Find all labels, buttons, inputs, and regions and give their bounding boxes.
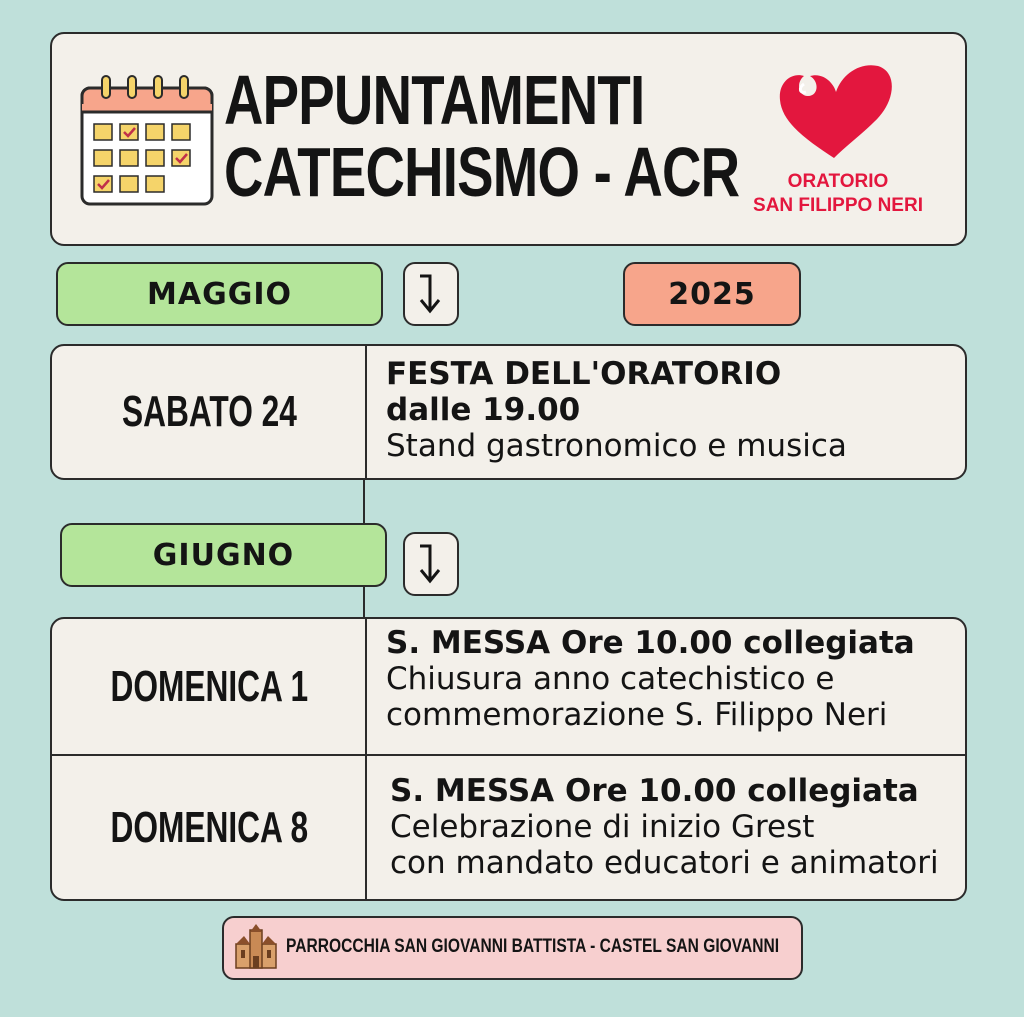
event-description-line-2: con mandato educatori e animatori [390,845,939,881]
event-title: FESTA DELL'ORATORIO [386,356,782,392]
arrow-down-right-icon [416,272,446,316]
title-line-2: CATECHISMO - ACR [224,133,740,211]
footer-text: PARROCCHIA SAN GIOVANNI BATTISTA - CASTEL SAN GIOVANNI [286,936,780,957]
logo-line-2: SAN FILIPPO NERI [753,195,923,216]
event-title: S. MESSA Ore 10.00 collegiata [386,625,915,661]
heart-logo-icon [774,62,898,162]
event-details [386,625,915,733]
event-description-line-1: Celebrazione di inizio Grest [390,809,815,845]
event-details [390,773,939,881]
event-time: dalle 19.00 [386,392,581,428]
month-pill-giugno [60,523,387,587]
events-card-giugno [50,617,967,901]
arrow-down-right-icon [416,542,446,586]
year-pill [623,262,801,326]
event-day: DOMENICA 8 [110,802,309,852]
event-day: DOMENICA 1 [110,661,309,711]
event-card-sabato-24 [50,344,967,480]
logo-line-1: ORATORIO [787,171,889,192]
arrow-button-maggio[interactable] [403,262,459,326]
event-description: Stand gastronomico e musica [386,428,847,464]
title-line-1: APPUNTAMENTI [224,61,645,139]
event-details [386,356,847,464]
month-label: GIUGNO [152,537,295,573]
year-label: 2025 [668,276,756,312]
month-label: MAGGIO [147,276,292,312]
event-description-line-1: Chiusura anno catechistico e [386,661,835,697]
event-day: SABATO 24 [122,387,297,436]
month-pill-maggio [56,262,383,326]
page-title [224,61,740,211]
logo-text [748,170,928,218]
calendar-icon [80,74,214,206]
event-description-line-2: commemorazione S. Filippo Neri [386,697,888,733]
event-title: S. MESSA Ore 10.00 collegiata [390,773,919,809]
church-icon [232,924,280,972]
footer-banner [222,916,803,980]
divider [365,346,367,478]
arrow-button-giugno[interactable] [403,532,459,596]
